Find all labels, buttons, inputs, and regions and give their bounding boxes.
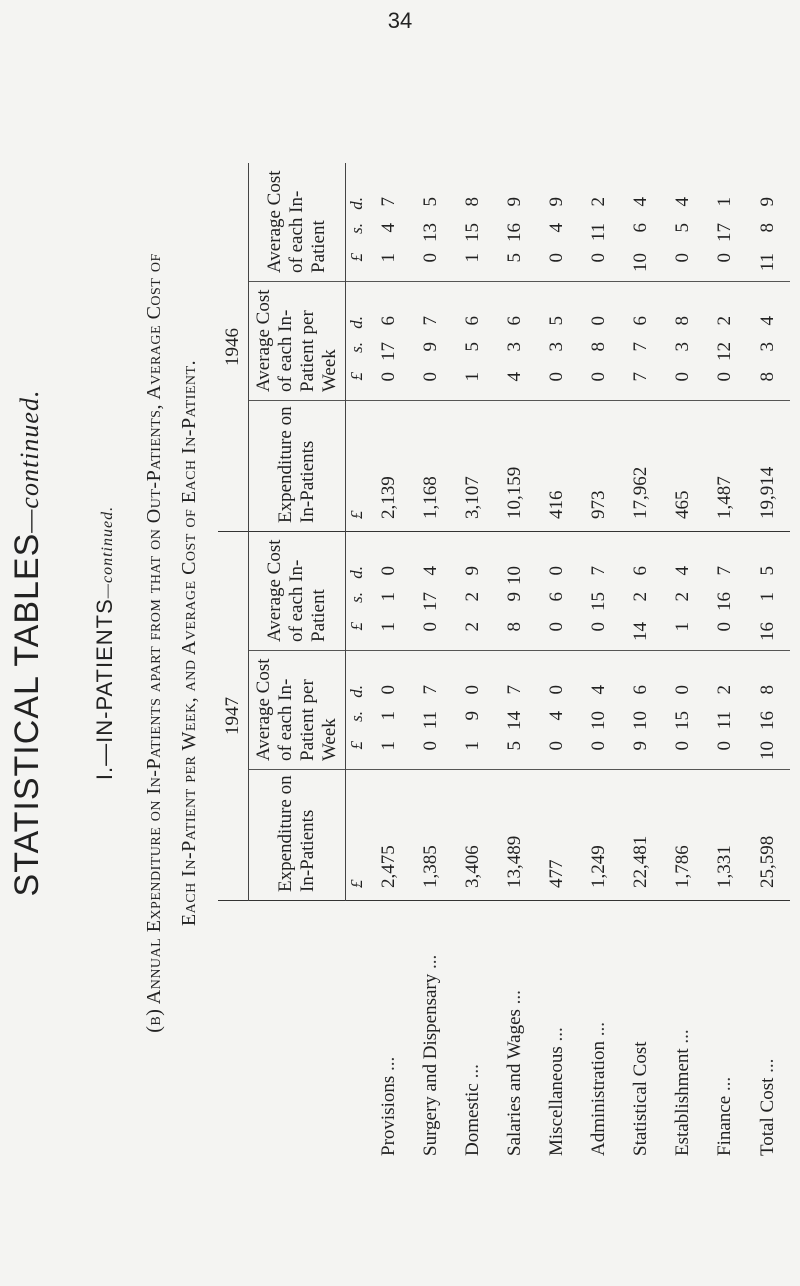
shillings-value: 8 <box>587 342 609 352</box>
weekly-cost-cell <box>662 282 704 401</box>
row-label <box>578 901 620 1157</box>
leader-dots: ... <box>713 1076 735 1092</box>
pence-value: 9 <box>545 197 567 207</box>
leader-dots: ... <box>419 954 441 970</box>
col-weekly-1946: Average Cost of each In-Patient per Week <box>249 282 346 401</box>
table-row <box>452 163 494 1156</box>
expenditure-cell: 1,786 <box>662 770 704 901</box>
average-cost-cell <box>662 532 704 651</box>
pence-value: 0 <box>587 316 609 326</box>
pounds-value: 10 <box>756 741 778 760</box>
unit-lsd: £s.d. <box>346 282 368 401</box>
pence-value: 4 <box>629 197 651 207</box>
average-cost-cell <box>536 163 578 282</box>
pounds-value: 0 <box>587 372 609 382</box>
row-label-text: Miscellaneous <box>545 1046 567 1156</box>
expenditure-cell: 13,489 <box>494 770 536 901</box>
average-cost-cell <box>620 532 662 651</box>
shillings-value: 3 <box>671 342 693 352</box>
col-average-1947: Average Cost of each In-Patient <box>249 532 346 651</box>
pounds-value: 0 <box>713 741 735 751</box>
shillings-value: 2 <box>671 592 693 602</box>
average-cost-cell <box>536 532 578 651</box>
weekly-cost-cell <box>578 282 620 401</box>
pounds-value: 9 <box>629 741 651 751</box>
expenditure-cell: 19,914 <box>746 401 790 532</box>
weekly-cost-cell <box>536 282 578 401</box>
shillings-value: 16 <box>503 223 525 242</box>
average-cost-cell <box>452 532 494 651</box>
pence-value: 5 <box>419 197 441 207</box>
shillings-value: 10 <box>587 711 609 730</box>
average-cost-cell <box>746 163 790 282</box>
shillings-value: 6 <box>545 592 567 602</box>
shillings-value: 15 <box>461 223 483 242</box>
year-1947-header: 1947 <box>218 532 249 901</box>
shillings-value: 15 <box>587 592 609 611</box>
pence-value: 7 <box>587 566 609 576</box>
shillings-value: 1 <box>756 592 778 602</box>
weekly-cost-cell <box>452 282 494 401</box>
col-expenditure-1946: Expenditure on In-Patients <box>249 401 346 532</box>
pounds-value: 0 <box>587 253 609 263</box>
shillings-value: 2 <box>629 592 651 602</box>
row-label <box>536 901 578 1157</box>
shillings-value: 9 <box>503 592 525 602</box>
shillings-value: 12 <box>713 342 735 361</box>
average-cost-cell <box>494 532 536 651</box>
col-expenditure-1947: Expenditure on In-Patients <box>249 770 346 901</box>
pounds-value: 0 <box>587 741 609 751</box>
pence-value: 6 <box>629 316 651 326</box>
average-cost-cell <box>704 163 746 282</box>
weekly-cost-cell <box>410 651 452 770</box>
pence-value: 7 <box>503 685 525 695</box>
page-number: 34 <box>387 8 413 33</box>
pence-value: 9 <box>503 197 525 207</box>
expenditure-cell: 17,962 <box>620 401 662 532</box>
shillings-value: 4 <box>377 223 399 233</box>
pounds-value: 0 <box>545 741 567 751</box>
expenditure-cell: 1,385 <box>410 770 452 901</box>
expenditure-cell: 1,249 <box>578 770 620 901</box>
shillings-value: 4 <box>545 711 567 721</box>
pounds-value: 0 <box>545 622 567 632</box>
table-body <box>368 163 790 1156</box>
table-row <box>536 163 578 1156</box>
weekly-cost-cell <box>662 651 704 770</box>
leader-dots: ... <box>587 1021 609 1037</box>
pence-value: 8 <box>671 316 693 326</box>
expenditure-cell: 416 <box>536 401 578 532</box>
shillings-value: 11 <box>587 223 609 242</box>
shillings-value: 10 <box>629 711 651 730</box>
pence-value: 0 <box>461 685 483 695</box>
shillings-value: 16 <box>713 592 735 611</box>
pence-value: 0 <box>377 685 399 695</box>
pounds-value: 10 <box>629 253 651 272</box>
expenditure-table <box>218 163 790 1156</box>
table-row <box>746 163 790 1156</box>
pence-value: 5 <box>756 566 778 576</box>
shillings-value: 16 <box>756 711 778 730</box>
row-label <box>452 901 494 1157</box>
pence-value: 10 <box>503 566 525 585</box>
unit-lsd: £s.d. <box>346 651 368 770</box>
shillings-value: 1 <box>377 711 399 721</box>
shillings-value: 5 <box>671 223 693 233</box>
expenditure-cell: 3,406 <box>452 770 494 901</box>
pence-value: 4 <box>587 685 609 695</box>
expenditure-cell: 973 <box>578 401 620 532</box>
pence-value: 0 <box>545 566 567 576</box>
pence-value: 7 <box>713 566 735 576</box>
expenditure-cell: 10,159 <box>494 401 536 532</box>
row-label-text: Administration <box>587 1040 609 1156</box>
pounds-value: 0 <box>671 253 693 263</box>
pounds-value: 8 <box>756 372 778 382</box>
pence-value: 8 <box>756 685 778 695</box>
table-row <box>410 163 452 1156</box>
pounds-value: 0 <box>713 622 735 632</box>
expenditure-cell: 22,481 <box>620 770 662 901</box>
row-label-text: Total Cost <box>756 1077 778 1156</box>
shillings-value: 14 <box>503 711 525 730</box>
pence-value: 6 <box>503 316 525 326</box>
table-row <box>704 163 746 1156</box>
leader-dots: ... <box>545 1027 567 1042</box>
row-label-text: Salaries and Wages <box>503 1009 525 1156</box>
shillings-value: 8 <box>756 223 778 233</box>
title-text: STATISTICAL TABLES <box>8 532 46 897</box>
pence-value: 9 <box>461 566 483 576</box>
expenditure-cell: 25,598 <box>746 770 790 901</box>
pounds-value: 0 <box>377 372 399 382</box>
pounds-value: 0 <box>419 741 441 751</box>
pounds-value: 0 <box>587 622 609 632</box>
shillings-value: 13 <box>419 223 441 242</box>
row-label-text: Statistical Cost <box>629 1041 651 1156</box>
col-weekly-1947: Average Cost of each In-Patient per Week <box>249 651 346 770</box>
pounds-value: 5 <box>503 741 525 751</box>
pounds-value: 7 <box>629 372 651 382</box>
shillings-value: 17 <box>419 592 441 611</box>
average-cost-cell <box>452 163 494 282</box>
unit-lsd: £s.d. <box>346 163 368 282</box>
year-1946-header: 1946 <box>218 163 249 532</box>
section-text: I.—IN-PATIENTS <box>92 598 117 781</box>
unit-pound: £ <box>346 770 368 901</box>
pounds-value: 1 <box>377 622 399 632</box>
expenditure-cell: 477 <box>536 770 578 901</box>
leader-dots: ... <box>671 1029 693 1044</box>
expenditure-cell: 2,139 <box>368 401 410 532</box>
pounds-value: 1 <box>377 253 399 263</box>
row-label <box>410 901 452 1157</box>
pence-value: 7 <box>419 316 441 326</box>
unit-lsd: £s.d. <box>346 532 368 651</box>
leader-dots: ... <box>756 1058 778 1073</box>
pounds-value: 14 <box>629 622 651 641</box>
average-cost-cell <box>578 532 620 651</box>
leader-dots: ... <box>503 990 525 1005</box>
row-label-text: Provisions <box>377 1075 399 1156</box>
shillings-value: 3 <box>503 342 525 352</box>
table-row <box>620 163 662 1156</box>
average-cost-cell <box>410 163 452 282</box>
pounds-value: 16 <box>756 622 778 641</box>
shillings-value: 11 <box>713 711 735 730</box>
pence-value: 6 <box>629 685 651 695</box>
row-label <box>746 901 790 1157</box>
pence-value: 6 <box>629 566 651 576</box>
average-cost-cell <box>368 532 410 651</box>
average-cost-cell <box>662 163 704 282</box>
weekly-cost-cell <box>410 282 452 401</box>
section-title <box>92 0 118 1286</box>
title-suffix: —continued. <box>15 389 44 533</box>
shillings-value: 1 <box>377 592 399 602</box>
pence-value: 6 <box>461 316 483 326</box>
pounds-value: 1 <box>461 372 483 382</box>
pounds-value: 0 <box>713 253 735 263</box>
pounds-value: 11 <box>756 253 778 272</box>
shillings-value: 3 <box>756 342 778 352</box>
pounds-value: 0 <box>419 622 441 632</box>
shillings-value: 15 <box>671 711 693 730</box>
row-label <box>620 901 662 1157</box>
shillings-value: 17 <box>713 223 735 242</box>
average-cost-cell <box>704 532 746 651</box>
row-label-text: Domestic <box>461 1083 483 1156</box>
pence-value: 2 <box>713 316 735 326</box>
pence-value: 4 <box>671 197 693 207</box>
average-cost-cell <box>494 163 536 282</box>
expenditure-cell: 3,107 <box>452 401 494 532</box>
leader-dots: ... <box>377 1056 399 1071</box>
pence-value: 9 <box>756 197 778 207</box>
pence-value: 5 <box>545 316 567 326</box>
weekly-cost-cell <box>494 651 536 770</box>
table-row <box>662 163 704 1156</box>
shillings-value: 4 <box>545 223 567 233</box>
pounds-value: 0 <box>671 741 693 751</box>
weekly-cost-cell <box>368 651 410 770</box>
shillings-value: 9 <box>461 711 483 721</box>
pounds-value: 1 <box>461 253 483 263</box>
pence-value: 7 <box>419 685 441 695</box>
pence-value: 6 <box>377 316 399 326</box>
pounds-value: 1 <box>671 622 693 632</box>
pounds-value: 0 <box>419 253 441 263</box>
weekly-cost-cell <box>746 651 790 770</box>
pence-value: 4 <box>419 566 441 576</box>
empty-corner <box>218 901 249 1157</box>
shillings-value: 9 <box>419 342 441 352</box>
pence-value: 2 <box>587 197 609 207</box>
caption-line-2: Each In-Patient per Week, and Average Cost of Each In-Patient. <box>178 359 200 927</box>
page-title <box>8 0 47 1286</box>
row-label-text: Establishment <box>671 1048 693 1156</box>
pounds-value: 1 <box>461 741 483 751</box>
average-cost-cell <box>620 163 662 282</box>
weekly-cost-cell <box>704 282 746 401</box>
expenditure-cell: 1,331 <box>704 770 746 901</box>
pounds-value: 0 <box>545 372 567 382</box>
pence-value: 4 <box>671 566 693 576</box>
average-cost-cell <box>578 163 620 282</box>
expenditure-cell: 1,168 <box>410 401 452 532</box>
weekly-cost-cell <box>746 282 790 401</box>
weekly-cost-cell <box>578 651 620 770</box>
average-cost-cell <box>410 532 452 651</box>
pence-value: 0 <box>545 685 567 695</box>
pence-value: 8 <box>461 197 483 207</box>
pounds-value: 0 <box>419 372 441 382</box>
average-cost-cell <box>746 532 790 651</box>
pence-value: 0 <box>671 685 693 695</box>
row-label <box>704 901 746 1157</box>
table-row <box>578 163 620 1156</box>
pounds-value: 4 <box>503 372 525 382</box>
pence-value: 2 <box>713 685 735 695</box>
average-cost-cell <box>368 163 410 282</box>
row-label-text: Surgery and Dispensary <box>419 973 441 1156</box>
table-row <box>494 163 536 1156</box>
leader-dots: ... <box>461 1064 483 1079</box>
pounds-value: 0 <box>671 372 693 382</box>
section-suffix: —continued. <box>99 505 116 599</box>
unit-pound: £ <box>346 401 368 532</box>
row-label-text: Finance <box>713 1095 735 1156</box>
pence-value: 0 <box>377 566 399 576</box>
caption-line-1: (b) Annual Expenditure on In-Patients apart from that on Out-Patients, Average Cost of <box>143 253 165 1033</box>
col-average-1946: Average Cost of each In-Patient <box>249 163 346 282</box>
pounds-value: 5 <box>503 253 525 263</box>
weekly-cost-cell <box>536 651 578 770</box>
shillings-value: 17 <box>377 342 399 361</box>
table-row <box>368 163 410 1156</box>
pence-value: 4 <box>756 316 778 326</box>
pounds-value: 0 <box>713 372 735 382</box>
expenditure-cell: 1,487 <box>704 401 746 532</box>
weekly-cost-cell <box>620 651 662 770</box>
weekly-cost-cell <box>452 651 494 770</box>
pounds-value: 0 <box>545 253 567 263</box>
row-label <box>368 901 410 1157</box>
shillings-value: 3 <box>545 342 567 352</box>
weekly-cost-cell <box>368 282 410 401</box>
weekly-cost-cell <box>620 282 662 401</box>
pounds-value: 1 <box>377 741 399 751</box>
shillings-value: 2 <box>461 592 483 602</box>
weekly-cost-cell <box>494 282 536 401</box>
pence-value: 1 <box>713 197 735 207</box>
pounds-value: 8 <box>503 622 525 632</box>
shillings-value: 7 <box>629 342 651 352</box>
row-label <box>494 901 536 1157</box>
pence-value: 7 <box>377 197 399 207</box>
shillings-value: 5 <box>461 342 483 352</box>
shillings-value: 11 <box>419 711 441 730</box>
expenditure-cell: 2,475 <box>368 770 410 901</box>
weekly-cost-cell <box>704 651 746 770</box>
pounds-value: 2 <box>461 622 483 632</box>
row-label <box>662 901 704 1157</box>
shillings-value: 6 <box>629 223 651 233</box>
expenditure-cell: 465 <box>662 401 704 532</box>
